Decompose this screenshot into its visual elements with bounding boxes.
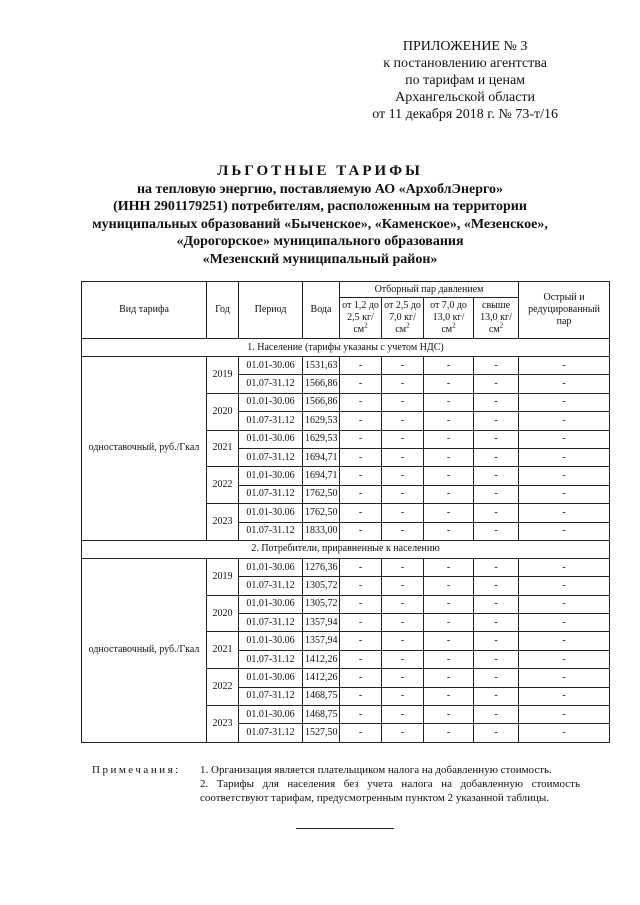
header-period: Период [239, 282, 303, 339]
empty-value-cell: - [474, 724, 519, 742]
title-line: «Мезенский муниципальный район» [202, 251, 438, 267]
empty-value-cell: - [382, 412, 424, 430]
water-price-cell: 1531,63 [303, 357, 340, 375]
empty-value-cell: - [340, 632, 382, 650]
title-heading: ЛЬГОТНЫЕ ТАРИФЫ [217, 163, 423, 179]
empty-value-cell: - [519, 724, 610, 742]
empty-value-cell: - [519, 393, 610, 411]
water-price-cell: 1762,50 [303, 504, 340, 522]
section-row [82, 339, 610, 357]
empty-value-cell: - [474, 558, 519, 576]
header-pressure-3: от 7,0 до 13,0 $кг/см^2$ [424, 298, 474, 339]
period-cell: 01.07-31.12 [239, 577, 303, 595]
appendix-line: Архангельской области [395, 90, 536, 105]
empty-value-cell: - [340, 724, 382, 742]
empty-value-cell: - [424, 614, 474, 632]
empty-value-cell: - [424, 687, 474, 705]
period-cell: 01.07-31.12 [239, 412, 303, 430]
empty-value-cell: - [382, 558, 424, 576]
section-title: 1. Население (тарифы указаны с учетом НДС) [82, 339, 610, 357]
empty-value-cell: - [424, 485, 474, 503]
empty-value-cell: - [519, 522, 610, 540]
water-price-cell: 1629,53 [303, 412, 340, 430]
section-title: 2. Потребители, приравненные к населению [82, 540, 610, 558]
period-cell: 01.01-30.06 [239, 467, 303, 485]
empty-value-cell: - [519, 650, 610, 668]
empty-value-cell: - [340, 448, 382, 466]
empty-value-cell: - [519, 448, 610, 466]
water-price-cell: 1468,75 [303, 687, 340, 705]
year-cell: 2023 [207, 504, 239, 541]
empty-value-cell: - [382, 393, 424, 411]
header-pressure-2: от 2,5 до 7,0 $кг/см^2$ [382, 298, 424, 339]
notes-label: Примечания: [92, 764, 181, 776]
header-sharp-steam: Острый и редуцированный пар [519, 282, 610, 339]
title-line: муниципальных образований «Быченское», «Каменское», «Мезенское», [92, 216, 548, 232]
empty-value-cell: - [424, 558, 474, 576]
period-cell: 01.01-30.06 [239, 558, 303, 576]
empty-value-cell: - [340, 485, 382, 503]
empty-value-cell: - [340, 467, 382, 485]
empty-value-cell: - [519, 504, 610, 522]
empty-value-cell: - [340, 650, 382, 668]
year-cell: 2019 [207, 357, 239, 394]
empty-value-cell: - [519, 467, 610, 485]
footer-divider [296, 828, 394, 829]
empty-value-cell: - [424, 650, 474, 668]
table-row [82, 357, 610, 375]
empty-value-cell: - [474, 522, 519, 540]
empty-value-cell: - [519, 558, 610, 576]
year-cell: 2021 [207, 430, 239, 467]
period-cell: 01.01-30.06 [239, 430, 303, 448]
water-price-cell: 1833,00 [303, 522, 340, 540]
year-cell: 2022 [207, 669, 239, 706]
empty-value-cell: - [382, 687, 424, 705]
empty-value-cell: - [340, 558, 382, 576]
water-price-cell: 1566,86 [303, 375, 340, 393]
empty-value-cell: - [474, 577, 519, 595]
empty-value-cell: - [424, 393, 474, 411]
water-price-cell: 1412,26 [303, 669, 340, 687]
empty-value-cell: - [424, 595, 474, 613]
empty-value-cell: - [382, 357, 424, 375]
empty-value-cell: - [382, 504, 424, 522]
period-cell: 01.01-30.06 [239, 706, 303, 724]
year-cell: 2022 [207, 467, 239, 504]
empty-value-cell: - [382, 595, 424, 613]
header-pressure-4: свыше 13,0 $кг/см^2$ [474, 298, 519, 339]
table-row [82, 558, 610, 576]
empty-value-cell: - [474, 375, 519, 393]
year-cell: 2023 [207, 706, 239, 743]
empty-value-cell: - [519, 632, 610, 650]
empty-value-cell: - [340, 687, 382, 705]
empty-value-cell: - [474, 357, 519, 375]
empty-value-cell: - [519, 687, 610, 705]
empty-value-cell: - [519, 577, 610, 595]
appendix-block [372, 38, 558, 123]
empty-value-cell: - [474, 632, 519, 650]
period-cell: 01.01-30.06 [239, 595, 303, 613]
document-title [60, 163, 580, 268]
water-price-cell: 1468,75 [303, 706, 340, 724]
empty-value-cell: - [340, 375, 382, 393]
note-1: 1. Организация является плательщиком налога на добавленную стоимость. [200, 764, 552, 776]
water-price-cell: 1762,50 [303, 485, 340, 503]
tariff-type-cell: одноставочный, руб./Гкал [82, 558, 207, 742]
empty-value-cell: - [340, 614, 382, 632]
empty-value-cell: - [382, 650, 424, 668]
section-row [82, 540, 610, 558]
empty-value-cell: - [474, 448, 519, 466]
tariff-type-cell: одноставочный, руб./Гкал [82, 357, 207, 541]
period-cell: 01.07-31.12 [239, 614, 303, 632]
empty-value-cell: - [474, 650, 519, 668]
empty-value-cell: - [382, 430, 424, 448]
empty-value-cell: - [424, 577, 474, 595]
empty-value-cell: - [519, 595, 610, 613]
empty-value-cell: - [519, 669, 610, 687]
empty-value-cell: - [474, 669, 519, 687]
header-year: Год [207, 282, 239, 339]
water-price-cell: 1305,72 [303, 595, 340, 613]
period-cell: 01.07-31.12 [239, 650, 303, 668]
empty-value-cell: - [382, 577, 424, 595]
empty-value-cell: - [519, 614, 610, 632]
empty-value-cell: - [474, 485, 519, 503]
water-price-cell: 1412,26 [303, 650, 340, 668]
water-price-cell: 1527,50 [303, 724, 340, 742]
title-line: «Дорогорское» муниципального образования [176, 234, 464, 249]
appendix-line: от 11 декабря 2018 г. № 73-т/16 [372, 107, 558, 122]
empty-value-cell: - [519, 430, 610, 448]
period-cell: 01.07-31.12 [239, 448, 303, 466]
water-price-cell: 1357,94 [303, 614, 340, 632]
note-2: 2. Тарифы для населения без учета налога на добавленную стоимость соответствуют тарифам, предусмотренным пунктом 2 указанной таблицы. [200, 778, 580, 804]
header-pressure-1: от 1,2 до 2,5 $кг/см^2$ [340, 298, 382, 339]
tariff-table [81, 281, 610, 743]
year-cell: 2020 [207, 595, 239, 632]
header-tariff-type: Вид тарифа [82, 282, 207, 339]
empty-value-cell: - [424, 430, 474, 448]
empty-value-cell: - [382, 375, 424, 393]
year-cell: 2020 [207, 393, 239, 430]
empty-value-cell: - [340, 522, 382, 540]
appendix-line: к постановлению агентства [383, 56, 547, 71]
appendix-line: по тарифам и ценам [405, 73, 526, 88]
empty-value-cell: - [382, 632, 424, 650]
period-cell: 01.01-30.06 [239, 504, 303, 522]
title-line: (ИНН 2901179251) потребителям, расположенным на территории [113, 199, 527, 214]
empty-value-cell: - [382, 467, 424, 485]
empty-value-cell: - [424, 375, 474, 393]
appendix-line: ПРИЛОЖЕНИЕ № 3 [402, 39, 528, 54]
empty-value-cell: - [424, 467, 474, 485]
period-cell: 01.07-31.12 [239, 375, 303, 393]
empty-value-cell: - [340, 357, 382, 375]
period-cell: 01.01-30.06 [239, 632, 303, 650]
empty-value-cell: - [424, 448, 474, 466]
empty-value-cell: - [382, 706, 424, 724]
period-cell: 01.07-31.12 [239, 522, 303, 540]
year-cell: 2021 [207, 632, 239, 669]
empty-value-cell: - [424, 412, 474, 430]
empty-value-cell: - [382, 522, 424, 540]
empty-value-cell: - [474, 595, 519, 613]
empty-value-cell: - [340, 393, 382, 411]
water-price-cell: 1566,86 [303, 393, 340, 411]
empty-value-cell: - [424, 632, 474, 650]
empty-value-cell: - [519, 412, 610, 430]
empty-value-cell: - [519, 485, 610, 503]
empty-value-cell: - [474, 393, 519, 411]
water-price-cell: 1629,53 [303, 430, 340, 448]
empty-value-cell: - [424, 724, 474, 742]
empty-value-cell: - [474, 614, 519, 632]
header-steam-group: Отборный пар давлением [340, 282, 519, 298]
empty-value-cell: - [424, 522, 474, 540]
empty-value-cell: - [382, 669, 424, 687]
year-cell: 2019 [207, 558, 239, 595]
empty-value-cell: - [340, 430, 382, 448]
empty-value-cell: - [382, 448, 424, 466]
empty-value-cell: - [474, 504, 519, 522]
period-cell: 01.01-30.06 [239, 393, 303, 411]
empty-value-cell: - [340, 577, 382, 595]
empty-value-cell: - [340, 706, 382, 724]
period-cell: 01.07-31.12 [239, 485, 303, 503]
empty-value-cell: - [340, 412, 382, 430]
empty-value-cell: - [424, 504, 474, 522]
empty-value-cell: - [382, 485, 424, 503]
empty-value-cell: - [340, 504, 382, 522]
empty-value-cell: - [474, 430, 519, 448]
header-water: Вода [303, 282, 340, 339]
empty-value-cell: - [382, 614, 424, 632]
empty-value-cell: - [424, 706, 474, 724]
empty-value-cell: - [424, 357, 474, 375]
water-price-cell: 1694,71 [303, 448, 340, 466]
water-price-cell: 1276,36 [303, 558, 340, 576]
empty-value-cell: - [340, 595, 382, 613]
empty-value-cell: - [474, 687, 519, 705]
empty-value-cell: - [340, 669, 382, 687]
empty-value-cell: - [474, 467, 519, 485]
period-cell: 01.01-30.06 [239, 669, 303, 687]
water-price-cell: 1357,94 [303, 632, 340, 650]
empty-value-cell: - [474, 412, 519, 430]
period-cell: 01.07-31.12 [239, 687, 303, 705]
period-cell: 01.01-30.06 [239, 357, 303, 375]
water-price-cell: 1305,72 [303, 577, 340, 595]
empty-value-cell: - [519, 706, 610, 724]
empty-value-cell: - [474, 706, 519, 724]
empty-value-cell: - [382, 724, 424, 742]
empty-value-cell: - [519, 375, 610, 393]
period-cell: 01.07-31.12 [239, 724, 303, 742]
empty-value-cell: - [519, 357, 610, 375]
empty-value-cell: - [424, 669, 474, 687]
water-price-cell: 1694,71 [303, 467, 340, 485]
title-line: на тепловую энергию, поставляемую АО «АрхоблЭнерго» [136, 181, 504, 197]
